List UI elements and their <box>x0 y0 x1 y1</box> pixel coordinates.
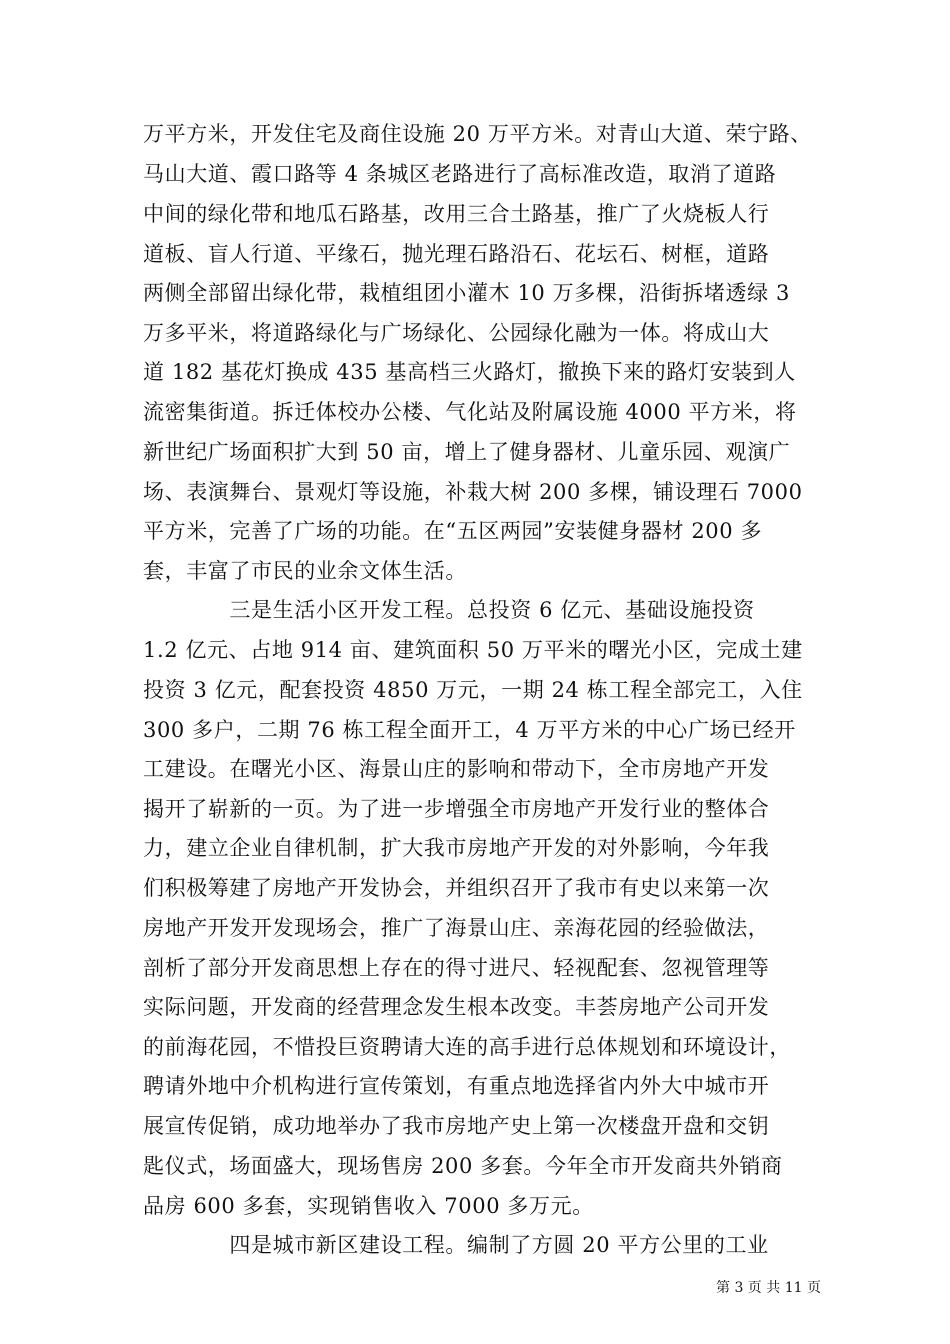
text-line: 套，丰富了市民的业余文体生活。 <box>143 559 467 583</box>
text-line: 房地产开发开发现场会，推广了海景山庄、亲海花园的经验做法， <box>143 916 770 940</box>
text-line: 1.2 亿元、占地 914 亩、建筑面积 50 万平米的曙光小区，完成土建 <box>143 638 803 662</box>
text-line: 剖析了部分开发商思想上存在的得寸进尺、轻视配套、忽视管理等 <box>143 956 770 980</box>
text-line: 实际问题，开发商的经营理念发生根本改变。丰荟房地产公司开发 <box>143 995 770 1019</box>
text-line: 四是城市新区建设工程。编制了方圆 20 平方公里的工业 <box>143 1233 769 1257</box>
text-line: 聘请外地中介机构进行宣传策划，有重点地选择省内外大中城市开 <box>143 1074 770 1098</box>
text-line: 展宣传促销，成功地举办了我市房地产史上第一次楼盘开盘和交钥 <box>143 1114 770 1138</box>
text-line: 平方米，完善了广场的功能。在“五区两园”安装健身器材 200 多 <box>143 519 763 543</box>
text-line: 揭开了崭新的一页。为了进一步增强全市房地产开发行业的整体合 <box>143 797 770 821</box>
text-line: 道板、盲人行道、平缘石，抛光理石路沿石、花坛石、树框，道路 <box>143 242 770 266</box>
text-line: 300 多户，二期 76 栋工程全面开工，4 万平方米的中心广场已经开 <box>143 718 796 742</box>
text-line: 万多平米，将道路绿化与广场绿化、公园绿化融为一体。将成山大 <box>143 321 770 345</box>
page-number-footer: 第 3 页 共 11 页 <box>716 1280 821 1296</box>
text-line: 道 182 基花灯换成 435 基高档三火路灯，撤换下来的路灯安装到人 <box>143 360 796 384</box>
text-line: 马山大道、霞口路等 4 条城区老路进行了高标准改造，取消了道路 <box>143 162 777 186</box>
text-line: 中间的绿化带和地瓜石路基，改用三合土路基，推广了火烧板人行 <box>143 202 770 226</box>
text-line: 的前海花园，不惜投巨资聘请大连的高手进行总体规划和环境设计， <box>143 1035 791 1059</box>
text-line: 工建设。在曙光小区、海景山庄的影响和带动下，全市房地产开发 <box>143 757 770 781</box>
text-line: 万平方米，开发住宅及商住设施 20 万平方米。对青山大道、荣宁路、 <box>143 122 812 146</box>
text-line: 匙仪式，场面盛大，现场售房 200 多套。今年全市开发商共外销商 <box>143 1154 783 1178</box>
text-line: 流密集街道。拆迁体校办公楼、气化站及附属设施 4000 平方米，将 <box>143 400 797 424</box>
text-line: 们积极筹建了房地产开发协会，并组织召开了我市有史以来第一次 <box>143 876 770 900</box>
text-line: 两侧全部留出绿化带，栽植组团小灌木 10 万多棵，沿街拆堵透绿 3 <box>143 281 790 305</box>
text-line: 新世纪广场面积扩大到 50 亩，增上了健身器材、儿童乐园、观演广 <box>143 440 791 464</box>
text-line: 品房 600 多套，实现销售收入 7000 多万元。 <box>143 1194 594 1218</box>
text-line: 力，建立企业自律机制，扩大我市房地产开发的对外影响，今年我 <box>143 836 770 860</box>
text-line: 场、表演舞台、景观灯等设施，补栽大树 200 多棵，铺设理石 7000 <box>143 480 803 504</box>
text-line: 三是生活小区开发工程。总投资 6 亿元、基础设施投资 <box>143 598 755 622</box>
text-line: 投资 3 亿元，配套投资 4850 万元，一期 24 栋工程全部完工，入住 <box>143 678 803 702</box>
